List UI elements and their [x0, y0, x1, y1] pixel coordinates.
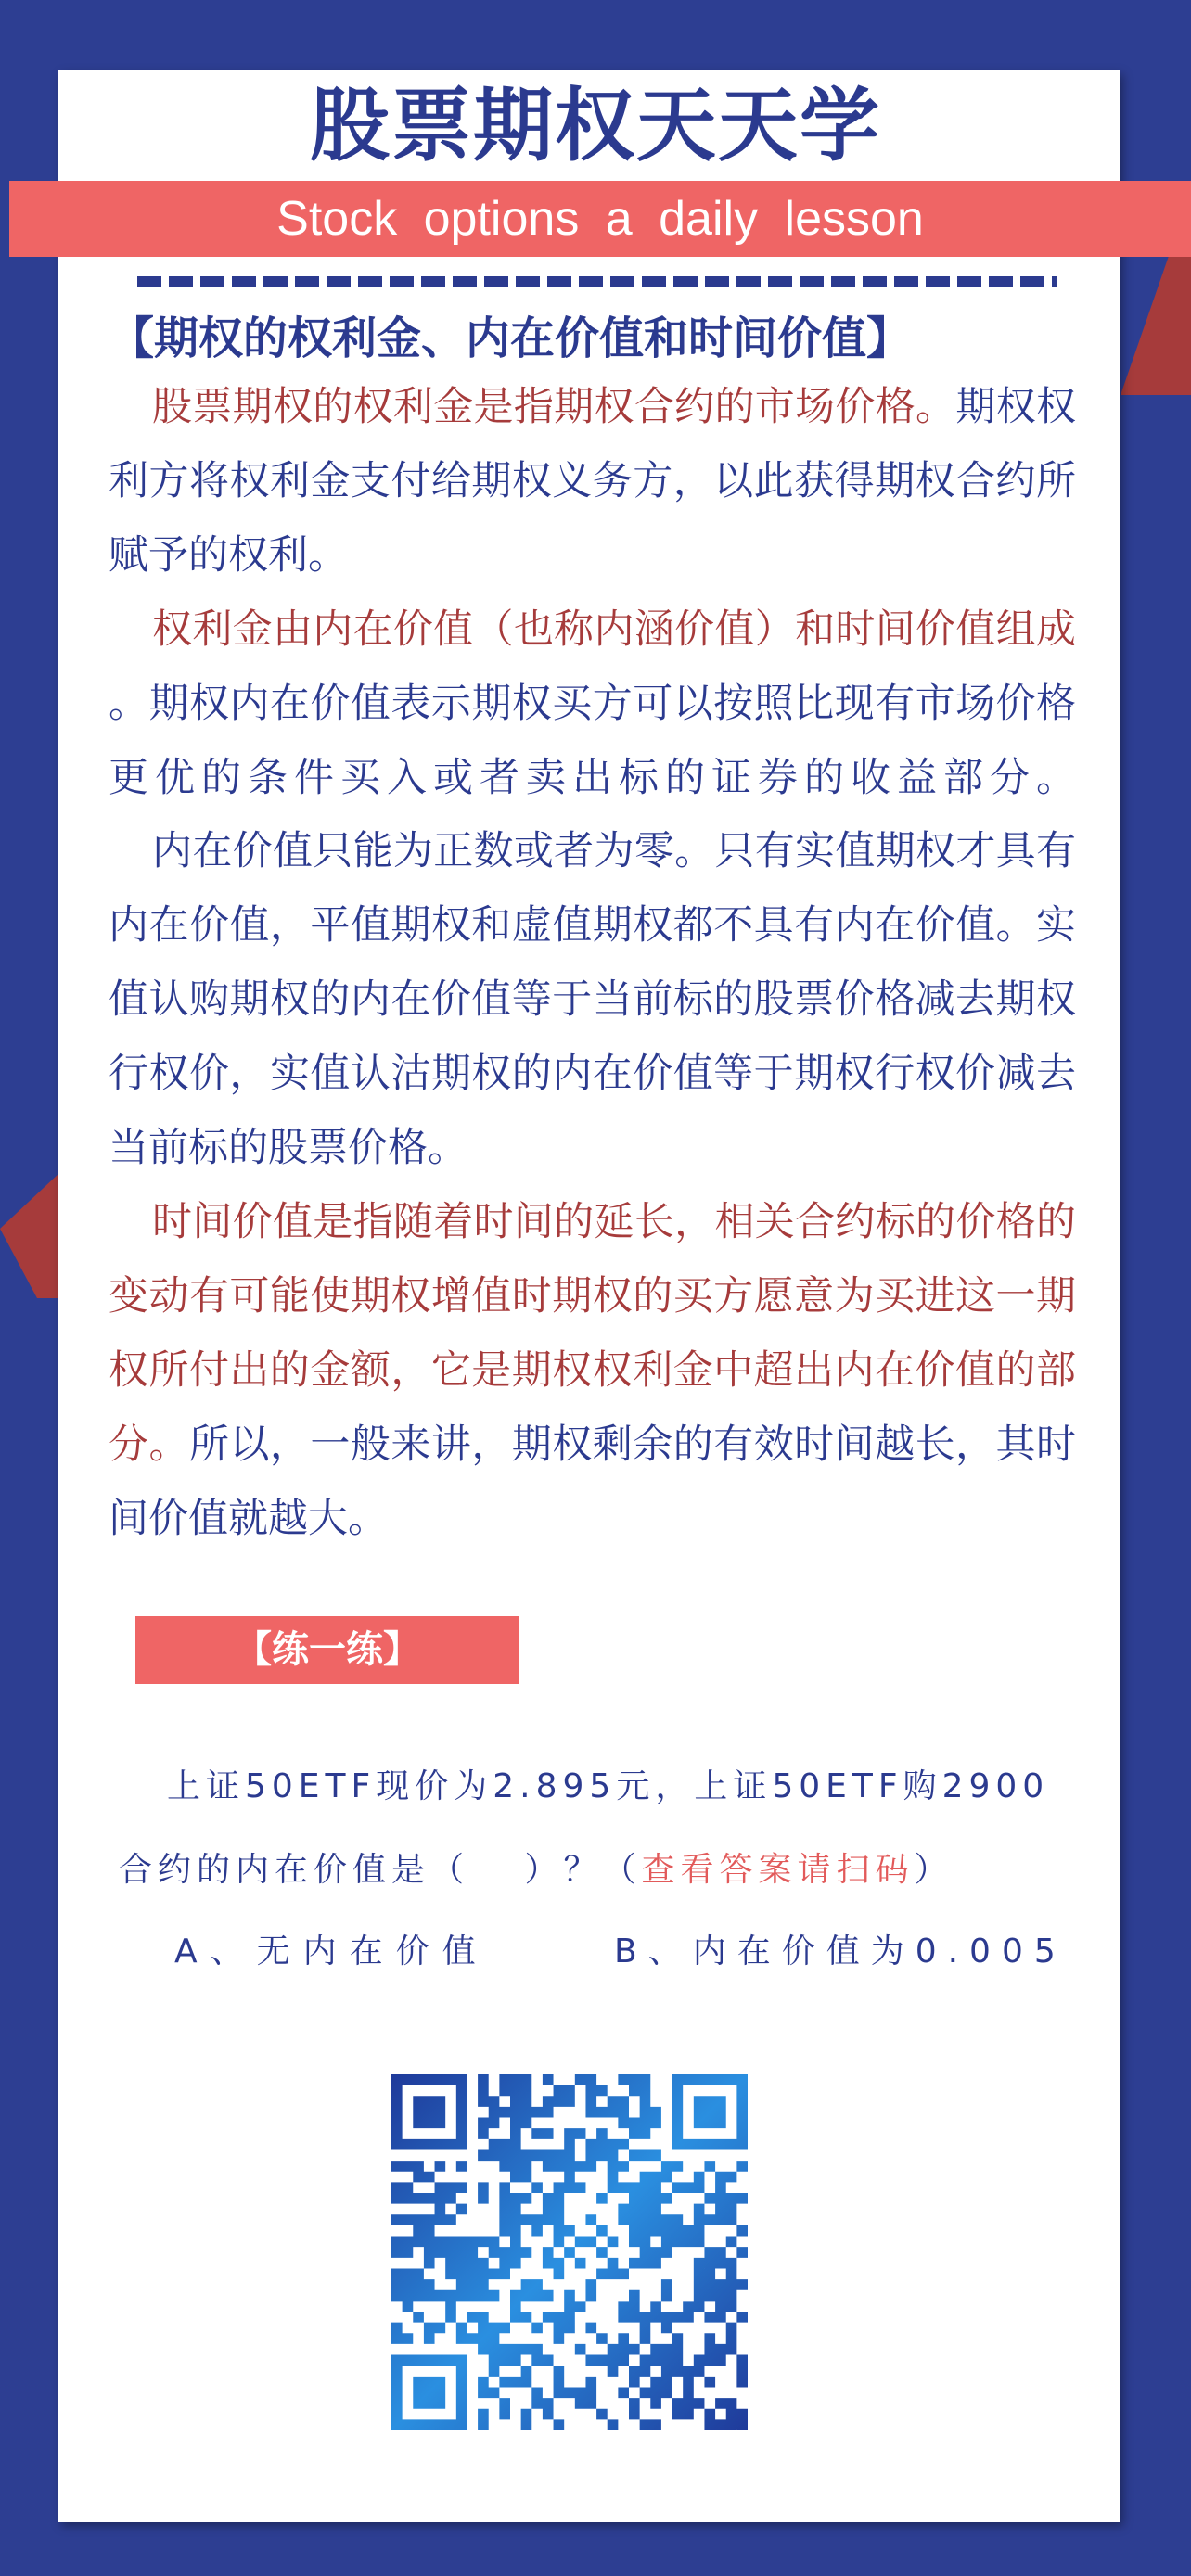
article-line — [109, 741, 1076, 815]
subtitle-banner: Stock options a daily lesson — [9, 181, 1191, 257]
article-text-segment: 所以，一般来讲，期权剩余的有效时间越长，其时 — [188, 1421, 1077, 1468]
article-line — [109, 1408, 1076, 1482]
question-line-2 — [119, 1843, 953, 1891]
article-line — [152, 593, 1076, 667]
qr-code-icon[interactable] — [391, 2074, 748, 2430]
article-line — [109, 1482, 1076, 1556]
article-line — [152, 1185, 1076, 1259]
article-heading: 【期权的权利金、内在价值和时间价值】 — [109, 312, 912, 364]
article-text-segment: 时间价值是指随着时间的延长，相关合约标的价格的 — [152, 1198, 1076, 1245]
question-line-1: 上证50ETF现价为2.895元，上证50ETF购2900 — [167, 1767, 1050, 1805]
question-text: 合约的内在价值是（ ）？（ — [119, 1851, 642, 1889]
article-text-segment: 分。 — [109, 1421, 189, 1468]
question-close: ） — [914, 1851, 954, 1889]
article-text-segment: 间价值就越大。 — [109, 1495, 388, 1542]
article-line — [109, 444, 1076, 518]
article-text-segment: 内在价值，平值期权和虚值期权都不具有内在价值。实 — [109, 902, 1076, 950]
article-text-segment: 期权权 — [955, 384, 1077, 430]
page-title: 股票期权天天学 — [310, 80, 881, 172]
article-text-segment: 。期权内在价值表示期权买方可以按照比现有市场价格 — [109, 680, 1076, 727]
article-line — [109, 1111, 1076, 1185]
dashed-divider — [137, 276, 1057, 287]
article-text-segment: 更优的条件买入或者卖出标的证券的收益部分。 — [109, 754, 1076, 801]
article-line — [109, 1037, 1076, 1111]
article-text-segment: 股票期权的权利金是指期权合约的市场价格。 — [152, 384, 956, 430]
article-line — [109, 667, 1076, 741]
decor-triangle-left — [0, 1173, 59, 1298]
article-text-segment: 内在价值只能为正数或者为零。只有实值期权才具有 — [152, 828, 1076, 875]
article-text-segment: 变动有可能使期权增值时期权的买方愿意为买进这一期 — [109, 1272, 1076, 1320]
article-line — [109, 1259, 1076, 1333]
option-a: A、无内在价值 — [174, 1932, 489, 1970]
article-line — [109, 1333, 1076, 1408]
article-text-segment: 赋予的权利。 — [109, 531, 348, 579]
answer-hint: 查看答案请扫码 — [641, 1851, 915, 1889]
article-text-segment: 当前标的股票价格。 — [109, 1125, 467, 1171]
article-text-segment: 利方将权利金支付给期权义务方，以此获得期权合约所 — [109, 457, 1076, 504]
article-line — [109, 888, 1076, 963]
article-text-segment: 权所付出的金额，它是期权权利金中超出内在价值的部 — [109, 1346, 1076, 1394]
article-text-segment: 值认购期权的内在价值等于当前标的股票价格减去期权 — [109, 976, 1076, 1024]
article-text-segment: 行权价，实值认沽期权的内在价值等于期权行权价减去 — [109, 1051, 1076, 1098]
article-line — [152, 814, 1076, 888]
practice-label: 【练一练】 — [135, 1616, 519, 1684]
article-line — [152, 370, 1076, 444]
option-b: B、内在价值为0.005 — [614, 1932, 1067, 1970]
article-line — [109, 963, 1076, 1037]
article-text-segment: 权利金由内在价值（也称内涵价值）和时间价值组成 — [152, 606, 1076, 653]
article-line — [109, 518, 1076, 593]
